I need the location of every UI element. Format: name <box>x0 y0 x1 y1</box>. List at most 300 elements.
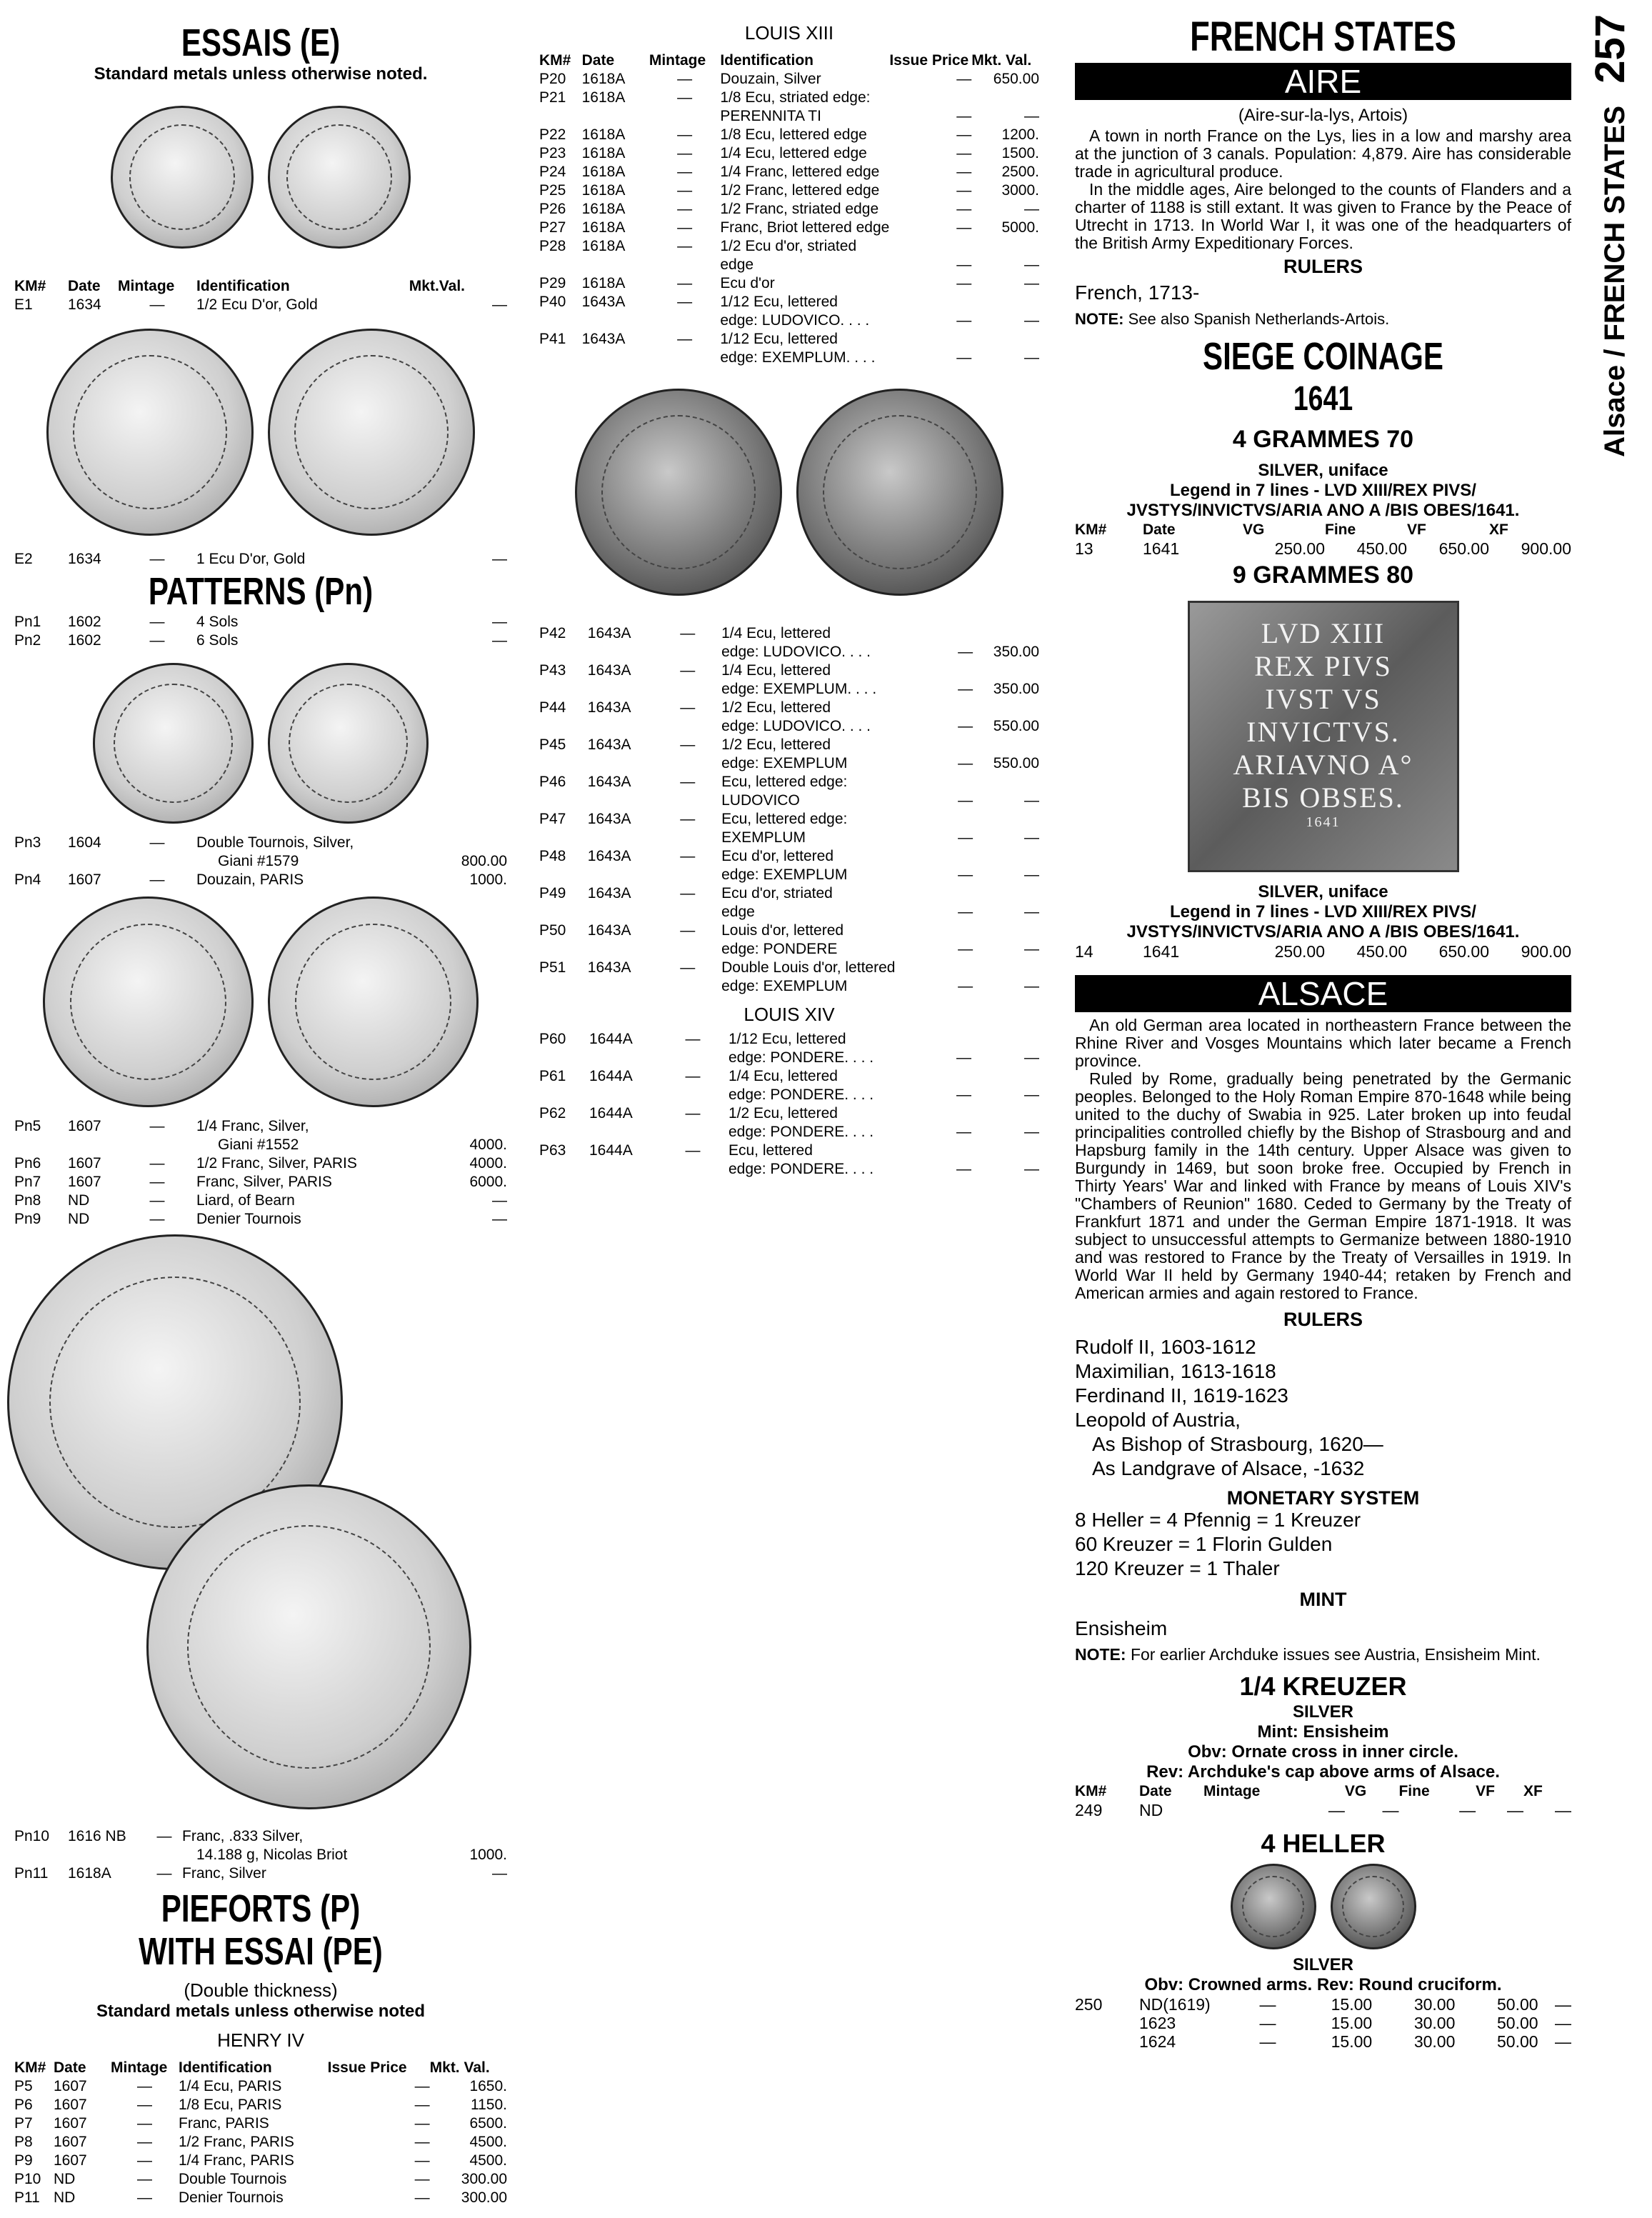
table-row <box>539 847 1039 866</box>
coin-obverse-image <box>43 896 254 1107</box>
table-cell: 1618A <box>581 219 626 236</box>
page-sidebar <box>1586 14 1643 457</box>
metal-note: SILVER, uniface <box>1258 461 1388 480</box>
louis13-rows <box>539 70 1039 367</box>
table-cell: Double Tournois <box>179 2171 287 2187</box>
table-row <box>14 2170 507 2189</box>
table-cell: — <box>956 1049 971 1066</box>
coin-obverse-image <box>1231 1864 1316 1949</box>
table-cell: P43 <box>539 662 566 679</box>
table-cell: 1/2 Ecu d'or, striated <box>720 238 857 254</box>
legend-line-1: Legend in 7 lines - LVD XIII/REX PIVS/ <box>1170 481 1476 500</box>
denomination-heller: 4 HELLER <box>1261 1829 1386 1858</box>
table-cell <box>539 1123 589 1142</box>
heller-rows <box>1075 1995 1571 2051</box>
table-cell: — <box>956 201 972 217</box>
table-cell <box>649 311 721 330</box>
table-cell: 15.00 <box>1331 2014 1373 2032</box>
table-cell <box>971 1067 1039 1086</box>
metal-silver-2: SILVER <box>1293 1955 1353 1974</box>
table-cell: edge: LUDOVICO. . . . <box>721 718 871 734</box>
table-cell: Ecu, lettered <box>729 1142 813 1159</box>
money-line: 120 Kreuzer = 1 Thaler <box>1075 1557 1280 1579</box>
coin-obverse-image <box>46 329 254 536</box>
table-cell: P8 <box>14 2134 33 2150</box>
table-cell: — <box>1555 2032 1571 2051</box>
alsace-paragraph-2: Ruled by Rome, gradually being penetrated by the Germanic peoples. Belonged to the Holy Roman Empire 870-1648 while being united to the duchy of Swabia in 925. Later broken up into feudal principalities controlled chiefly by the Bishop of Strasbourg and and Hapsburg family in the 14th century. Upper Alsace was given to Burgundy in 1469, but soon broke free. Occupied by French in Thirty Years' War and linked with France by means of Louis XIV's "Chambers of Reunion" 1680. Ceded to Germany by the Treaty of Frankfurt 1871 and under the German Empire 1871-1918. It was subject to unsuccessful attempts to Germanize between 1880-1910 and was restored to France by the Treaty of Versailles in 1919. In World War II held by Germany 1940-44; retaken by French and American armies and again restored to France. <box>1075 1069 1571 1302</box>
table-cell: 30.00 <box>1413 2032 1456 2051</box>
table-cell <box>895 810 973 829</box>
table-cell: 1624 <box>1139 2032 1176 2051</box>
table-cell: edge <box>720 256 754 273</box>
table-cell <box>895 921 973 940</box>
table-cell: P42 <box>539 625 566 641</box>
aire-paragraph-1: A town in north France on the Lys, lies in a low and marshy area at the junction of 3 canals. Population: 4,879. Aire has considerable trade in agricultural produce. <box>1075 126 1571 181</box>
table-cell: — <box>685 1068 701 1084</box>
table-cell: — <box>958 644 973 660</box>
table-cell: 30.00 <box>1413 2014 1456 2032</box>
table-cell: — <box>1024 108 1039 124</box>
table-cell: 1643A <box>581 294 626 310</box>
louis13-table <box>539 51 1039 367</box>
essais-table <box>14 277 507 314</box>
legend-line-2b: JVSTYS/INVICTVS/ARIA ANO A /BIS OBES/1641. <box>1126 922 1520 941</box>
alsace-rulers-list <box>1075 1335 1571 1481</box>
pieforts-subtitle: Standard metals unless otherwise noted <box>96 2002 426 2021</box>
table-row <box>539 163 1039 181</box>
table-cell: 1/12 Ecu, lettered <box>729 1031 846 1047</box>
table-cell: 1/4 Ecu, PARIS <box>179 2078 282 2094</box>
table-cell: edge: PONDERE. . . . <box>729 1086 874 1103</box>
table-row <box>539 829 1039 847</box>
table-cell: 15.00 <box>1331 2032 1373 2051</box>
table-cell: P22 <box>539 126 566 143</box>
essais-subtitle: Standard metals unless otherwise noted. <box>94 64 428 84</box>
table-cell <box>582 256 649 274</box>
table-cell: — <box>956 1124 971 1140</box>
table-cell: — <box>137 2152 152 2169</box>
table-cell <box>889 1030 971 1049</box>
table-cell: — <box>1024 792 1039 809</box>
table-row: E1 1634 — 1/2 Ecu D'or, Gold — <box>14 296 507 313</box>
table-row <box>539 1123 1039 1142</box>
table-cell <box>971 1104 1039 1123</box>
table-row <box>539 1067 1039 1086</box>
table-cell: 1/8 Ecu, lettered edge <box>720 126 867 143</box>
obverse-desc: Obv: Ornate cross in inner circle. <box>1188 1742 1458 1762</box>
table-row <box>539 89 1039 107</box>
table-cell: 1643A <box>581 331 626 347</box>
table-row <box>539 624 1039 643</box>
table-cell: edge: EXEMPLUM <box>721 866 848 883</box>
table-cell: P20 <box>539 71 566 87</box>
table-cell: 3000. <box>1001 182 1039 199</box>
table-cell: 30.00 <box>1413 1995 1456 2014</box>
table-cell <box>654 791 721 810</box>
table-cell <box>971 293 1039 311</box>
table-row <box>1075 1995 1571 2014</box>
table-cell <box>588 643 654 661</box>
table-cell: 1/2 Ecu, lettered <box>729 1105 838 1122</box>
table-row <box>539 330 1039 349</box>
aire-paragraph-2: In the middle ages, Aire belonged to the counts of Flanders and a charter of 1188 is still extant. It was given to France by the Peace of Utrecht in 1713. In World War I, it was one of the headquarters of the British Army Expeditionary Forces. <box>1075 180 1571 252</box>
table-cell <box>589 1086 657 1104</box>
coin-reverse-image <box>268 663 429 824</box>
table-cell: — <box>680 811 696 827</box>
mint-heading: MINT <box>1299 1589 1347 1610</box>
table-cell <box>971 330 1039 349</box>
table-row <box>539 274 1039 293</box>
table-cell: — <box>685 1142 701 1159</box>
table-cell <box>654 754 721 773</box>
metal-silver: SILVER <box>1293 1702 1353 1722</box>
table-cell: — <box>1024 904 1039 920</box>
table-cell: P51 <box>539 959 566 976</box>
table-cell <box>539 680 588 699</box>
table-cell <box>588 754 654 773</box>
table-cell: — <box>414 2171 430 2187</box>
table-cell: — <box>677 71 693 87</box>
pieforts-rows <box>14 2077 507 2207</box>
pieforts-table <box>14 2059 507 2207</box>
table-cell <box>654 903 721 921</box>
money-line: 8 Heller = 4 Pfennig = 1 Kreuzer <box>1075 1509 1361 1531</box>
km14-table <box>1075 942 1571 961</box>
table-cell: — <box>414 2115 430 2132</box>
table-cell <box>657 1086 729 1104</box>
legend-line-1b: Legend in 7 lines - LVD XIII/REX PIVS/ <box>1170 902 1476 921</box>
table-cell: — <box>1024 829 1039 846</box>
table-cell: 1618A <box>581 275 626 291</box>
table-cell <box>971 89 1039 107</box>
table-row: 14 1641 250.00 450.00 650.00 900.00 <box>1075 942 1571 961</box>
table-cell <box>657 1160 729 1179</box>
table-cell <box>895 736 973 754</box>
table-cell: P11 <box>14 2189 40 2206</box>
table-row: Giani #1552 4000. <box>218 1137 507 1153</box>
table-cell <box>889 293 971 311</box>
table-cell: 1/12 Ecu, lettered <box>720 331 838 347</box>
patterns-table <box>14 613 507 650</box>
rulers-heading-2: RULERS <box>1283 1309 1363 1330</box>
table-row <box>14 2096 507 2114</box>
coin-images-p41 <box>539 389 1039 596</box>
table-cell: — <box>680 662 696 679</box>
section-title-siege: SIEGE COINAGE <box>1202 335 1444 378</box>
table-cell: edge: LUDOVICO. . . . <box>720 312 870 329</box>
table-cell: — <box>680 625 696 641</box>
table-cell <box>539 1160 589 1179</box>
table-cell <box>539 791 588 810</box>
table-cell <box>889 237 971 256</box>
table-cell <box>654 680 721 699</box>
table-cell: 50.00 <box>1497 2014 1538 2032</box>
table-cell: 1500. <box>1001 145 1039 161</box>
table-cell: — <box>685 1031 701 1047</box>
table-cell: — <box>414 2078 430 2094</box>
table-cell: — <box>956 256 972 273</box>
table-cell: 550.00 <box>993 718 1039 734</box>
note-label: NOTE: <box>1075 310 1124 328</box>
table-cell: Ecu d'or <box>720 275 775 291</box>
denomination-heading: 4 GRAMMES 70 <box>1232 426 1414 453</box>
page-title: FRENCH STATES <box>1190 14 1456 60</box>
patterns-table-2 <box>14 834 507 889</box>
table-cell <box>539 643 588 661</box>
table-row <box>14 2133 507 2152</box>
mint-name: Ensisheim <box>1075 1617 1168 1639</box>
table-cell: — <box>680 848 696 864</box>
table-cell: — <box>1024 1124 1039 1140</box>
table-cell: — <box>680 736 696 753</box>
table-cell <box>582 349 649 367</box>
table-row: E2 1634 — 1 Ecu D'or, Gold — <box>14 551 507 567</box>
table-cell: 1618A <box>581 201 626 217</box>
table-cell <box>973 699 1039 717</box>
table-cell: — <box>1555 1995 1571 2014</box>
km250-table <box>1075 1995 1571 2051</box>
table-cell: 1618A <box>581 71 626 87</box>
table-cell: — <box>677 331 693 347</box>
table-cell <box>588 791 654 810</box>
table-cell: edge: PONDERE. . . . <box>729 1049 874 1066</box>
table-row: Pn8 ND — Liard, of Bearn — <box>14 1192 507 1209</box>
table-cell: 1618A <box>581 145 626 161</box>
table-row: Pn2 1602 — 6 Sols — <box>14 632 507 649</box>
table-cell: — <box>677 164 693 180</box>
table-cell: 1618A <box>581 164 626 180</box>
table-row <box>14 2189 507 2207</box>
table-cell <box>973 884 1039 903</box>
table-cell <box>654 643 721 661</box>
table-cell: — <box>958 792 973 809</box>
table-cell: 1/2 Franc, PARIS <box>179 2134 294 2150</box>
table-row <box>539 884 1039 903</box>
table-row <box>539 1049 1039 1067</box>
table-cell <box>539 1049 589 1067</box>
table-row <box>539 219 1039 237</box>
table-header: KM# Date Mintage VG Fine VF XF <box>1075 1783 1543 1799</box>
table-cell: edge: EXEMPLUM <box>721 978 848 994</box>
siege-coin-image: LVD XIII REX PIVS IVST VS INVICTVS. ARIAVNO A° BIS OBSES. 1641 <box>1188 601 1459 872</box>
reverse-desc: Rev: Archduke's cap above arms of Alsace. <box>1146 1762 1500 1782</box>
table-cell <box>539 1086 589 1104</box>
coin-images-pn3 <box>14 663 507 824</box>
table-cell <box>654 977 721 996</box>
table-row: Giani #1579 800.00 <box>218 853 507 869</box>
table-row <box>539 1104 1039 1123</box>
table-row <box>539 70 1039 89</box>
table-cell: P47 <box>539 811 566 827</box>
column-french-states <box>1075 0 1571 2051</box>
table-row <box>1075 2032 1571 2051</box>
table-cell: — <box>677 182 693 199</box>
table-cell: Louis d'or, lettered <box>721 922 844 939</box>
table-header: KM# Date Mintage Identification Mkt.Val. <box>14 278 465 294</box>
table-cell <box>895 624 973 643</box>
table-cell <box>588 717 654 736</box>
column-louis <box>539 0 1039 1179</box>
table-row <box>539 717 1039 736</box>
table-cell: 1618A <box>581 126 626 143</box>
table-cell <box>539 311 582 330</box>
list-item: Ferdinand II, 1619-1623 <box>1075 1384 1288 1407</box>
table-cell: 5000. <box>1001 219 1039 236</box>
section-title-pieforts: PIEFORTS (P) <box>161 1887 361 1930</box>
mint-line: Mint: Ensisheim <box>1257 1722 1389 1742</box>
table-cell: P63 <box>539 1142 566 1159</box>
table-row: Pn4 1607 — Douzain, PARIS 1000. <box>14 871 507 888</box>
table-cell: 1/2 Franc, lettered edge <box>720 182 880 199</box>
table-row <box>539 921 1039 940</box>
table-cell <box>657 1049 729 1067</box>
table-cell <box>588 829 654 847</box>
table-cell: P29 <box>539 275 566 291</box>
table-cell: 300.00 <box>461 2189 507 2206</box>
table-cell: Ecu d'or, striated <box>721 885 833 901</box>
table-cell: — <box>677 294 693 310</box>
table-row <box>539 107 1039 126</box>
table-cell: — <box>677 238 693 254</box>
table-cell: — <box>1024 1049 1039 1066</box>
table-row <box>539 1142 1039 1160</box>
table-cell: 1618A <box>581 89 626 106</box>
table-cell: — <box>137 2115 152 2132</box>
metal-note-2: SILVER, uniface <box>1258 882 1388 901</box>
table-row <box>539 959 1039 977</box>
table-cell: — <box>956 275 972 291</box>
table-cell: 4500. <box>469 2134 507 2150</box>
list-item: Rudolf II, 1603-1612 <box>1075 1336 1256 1358</box>
table-cell: 1200. <box>1001 126 1039 143</box>
table-row: 13 1641 250.00 450.00 650.00 900.00 <box>1075 539 1571 558</box>
monetary-heading: MONETARY SYSTEM <box>1226 1487 1420 1509</box>
table-cell <box>973 661 1039 680</box>
table-cell: P46 <box>539 774 566 790</box>
table-cell: 2500. <box>1001 164 1039 180</box>
table-cell: — <box>677 201 693 217</box>
table-row: Pn11 1618A — Franc, Silver — <box>14 1865 507 1882</box>
rulers-heading: RULERS <box>1283 256 1363 277</box>
coin-images-heller <box>1075 1864 1571 1949</box>
table-cell: P27 <box>539 219 566 236</box>
table-cell: Douzain, Silver <box>720 71 821 87</box>
coin-obverse-image <box>575 389 782 596</box>
table-cell <box>539 107 582 126</box>
table-cell: P26 <box>539 201 566 217</box>
table-cell <box>649 256 721 274</box>
table-cell: 1607 <box>54 2115 87 2132</box>
table-cell <box>973 959 1039 977</box>
table-cell: 1650. <box>469 2078 507 2094</box>
table-row <box>539 200 1039 219</box>
table-cell <box>657 1123 729 1142</box>
table-cell <box>588 903 654 921</box>
table-cell <box>895 699 973 717</box>
table-cell: — <box>677 275 693 291</box>
table-row: Pn1 1602 — 4 Sols — <box>14 614 507 630</box>
table-cell: P44 <box>539 699 566 716</box>
coin-reverse-image <box>268 106 411 249</box>
table-header: KM# Date Mintage Identification Issue Price Mkt. Val. <box>539 52 1032 69</box>
table-cell: 1/2 Franc, striated edge <box>720 201 879 217</box>
table-cell: 1/2 Ecu, lettered <box>721 736 831 753</box>
table-cell: LUDOVICO <box>721 792 800 809</box>
table-row: Pn10 1616 NB — Franc, .833 Silver, <box>14 1828 304 1844</box>
table-cell: ND(1619) <box>1139 1995 1211 2014</box>
table-cell: — <box>677 89 693 106</box>
table-header: KM# Date Mintage Identification Issue Price Mkt. Val. <box>14 2059 490 2076</box>
table-cell: 1643A <box>587 885 631 901</box>
coin-images-e1 <box>14 106 507 249</box>
table-cell: ND <box>54 2189 76 2206</box>
table-row <box>539 903 1039 921</box>
table-cell <box>654 940 721 959</box>
table-cell: 350.00 <box>993 644 1039 660</box>
coin-reverse-image <box>268 896 479 1107</box>
table-cell: — <box>1024 201 1039 217</box>
table-cell: 1643A <box>587 959 631 976</box>
km13-table <box>1075 521 1571 558</box>
table-cell: — <box>680 885 696 901</box>
table-cell <box>973 810 1039 829</box>
table-cell: 50.00 <box>1497 2032 1538 2051</box>
obverse-reverse-desc: Obv: Crowned arms. Rev: Round cruciform. <box>1144 1975 1502 1994</box>
table-cell: edge: EXEMPLUM <box>721 755 848 771</box>
table-cell: P61 <box>539 1068 566 1084</box>
table-cell: P5 <box>14 2078 33 2094</box>
table-cell: 1643A <box>587 848 631 864</box>
table-cell <box>889 330 971 349</box>
siege-year: 1641 <box>1293 380 1353 418</box>
table-cell: P49 <box>539 885 566 901</box>
table-cell: — <box>1259 2014 1276 2032</box>
table-cell: edge: EXEMPLUM. . . . <box>721 681 877 697</box>
table-cell: 1/4 Ecu, lettered <box>721 662 831 679</box>
table-cell: — <box>1024 941 1039 957</box>
table-cell: — <box>685 1105 701 1122</box>
table-cell: — <box>1024 1086 1039 1103</box>
table-row <box>539 699 1039 717</box>
table-cell: — <box>958 755 973 771</box>
table-row: Pn7 1607 — Franc, Silver, PARIS 6000. <box>14 1174 507 1190</box>
table-cell: — <box>1024 1161 1039 1177</box>
table-cell <box>895 959 973 977</box>
louis13-table-2 <box>539 624 1039 996</box>
table-cell <box>539 977 588 996</box>
ruler-heading-louis13: LOUIS XIII <box>744 22 834 44</box>
table-cell: — <box>956 108 972 124</box>
table-cell: EXEMPLUM <box>721 829 806 846</box>
table-cell: 1607 <box>54 2078 87 2094</box>
note-text: See also Spanish Netherlands-Artois. <box>1128 310 1390 328</box>
table-cell: 1/8 Ecu, PARIS <box>179 2097 282 2113</box>
table-cell: — <box>1024 312 1039 329</box>
table-cell: P48 <box>539 848 566 864</box>
table-cell <box>971 1142 1039 1160</box>
list-item: Leopold of Austria, <box>1075 1409 1241 1431</box>
table-cell <box>973 847 1039 866</box>
table-cell <box>895 884 973 903</box>
table-cell <box>971 237 1039 256</box>
page-number: 257 <box>1587 14 1633 84</box>
table-cell: — <box>958 681 973 697</box>
table-cell: — <box>956 126 972 143</box>
louis13-rows-2 <box>539 624 1039 996</box>
table-cell: — <box>680 699 696 716</box>
table-cell: — <box>958 941 973 957</box>
alsace-paragraph-1: An old German area located in northeastern France between the Rhine River and Vosges Mountains which later became a French province. <box>1075 1016 1571 1070</box>
